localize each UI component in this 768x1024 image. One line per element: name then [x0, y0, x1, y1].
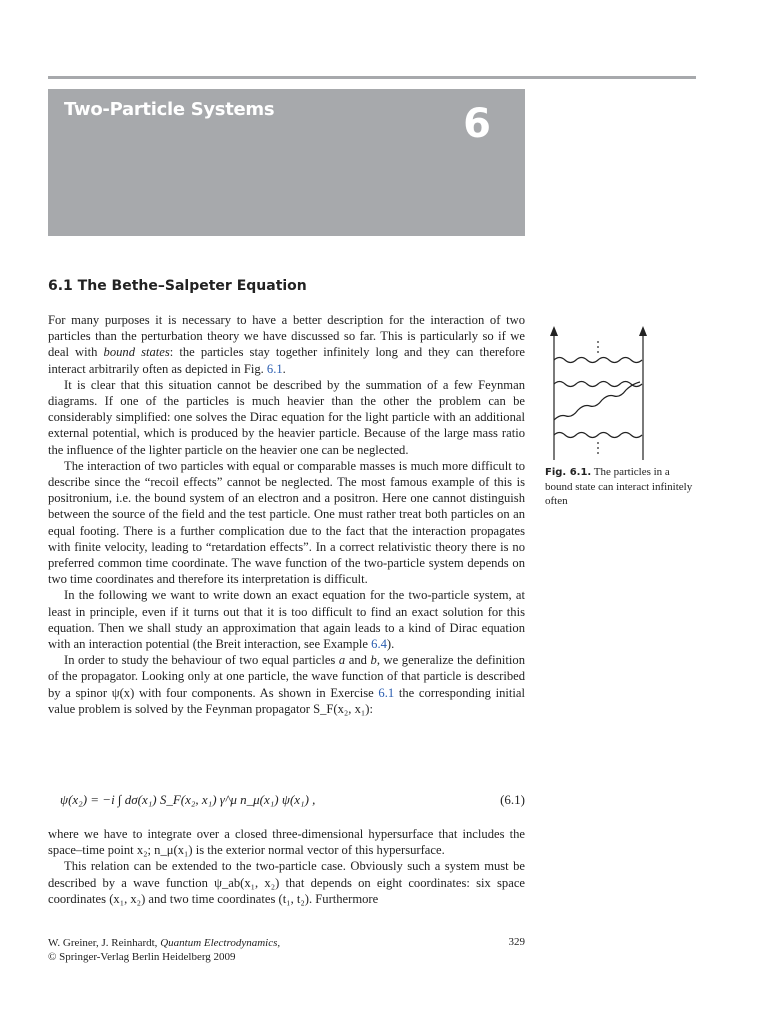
body-text-continued [48, 826, 525, 907]
footer-copyright: © Springer-Verlag Berlin Heidelberg 2009 [48, 951, 236, 963]
body-text [48, 312, 525, 717]
figure-caption-text: The particles in a bound state can interact infinitely often [545, 466, 693, 507]
equation-expression: ψ(x₂) = −i ∫ dσ(x₁) S_F(x₂, x₁) γ^μ n_μ(x₁) ψ(x₁) , [60, 792, 316, 807]
chapter-title: Two-Particle Systems [64, 99, 275, 120]
arrow-right-icon [639, 326, 647, 336]
section-heading: 6.1 The Bethe–Salpeter Equation [48, 278, 307, 294]
chapter-number: 6 [463, 101, 491, 147]
paragraph-3: The interaction of two particles with equal or comparable masses is much more difficult to describe since the “recoil effects” cannot be neglected. The most famous example of this is positronium, i.e. the bound system of an electron and a positron. Here one cannot distinguish between the source of the field and the test particle. One must rather treat both particles on an equal footing. There is a further complication due to the fact that the interaction propagates with finite velocity, leading to “retardation effects”. In a correct relativistic theory there is no preferred common time coordinate. The wave function of the two-particle system depends on two time coordinates and therefore its interpretation is difficult. [48, 458, 525, 587]
photon-line-crossed [554, 382, 640, 420]
feynman-ladder-diagram [546, 322, 658, 462]
exercise-ref-link[interactable]: 6.1 [378, 685, 395, 700]
paragraph-7: This relation can be extended to the two-particle case. Obviously such a system must be described by a wave function ψ_ab(x₁, x₂) that depends on eight coordinates: six space coordinates (x₁, x₂) and two time coordinates (t₁, t₂). Furthermore [48, 859, 525, 906]
equation-number: (6.1) [500, 792, 525, 807]
page-number: 329 [508, 936, 525, 948]
figure-caption [545, 465, 697, 508]
photon-line-3 [554, 433, 642, 438]
figure-label: Fig. 6.1. [545, 467, 592, 478]
top-rule [48, 76, 696, 79]
paragraph-1: For many purposes it is necessary to have a better description for the interaction of two particles than the perturbation theory we have discussed so far. This is particularly so if we deal with bound states: the particles stay together infinitely long and they can therefore interact arbitrarily often as depicted in Fig. 6.1. [48, 313, 525, 376]
paragraph-5: In order to study the behaviour of two equal particles a and b, we generalize the definition of the propagator. Looking only at one particle, the wave function of that particle is described by a spinor ψ(x) with four components. As shown in Exercise 6.1 the corresponding initial value problem is solved by the Feynman propagator S_F(x₂, x₁): [48, 653, 526, 716]
paragraph-4: In the following we want to write down an exact equation for the two-particle system, at least in principle, even if it turns out that it is too difficult to find an exact solution for this equation. Then we shall study an approximation that again leads to a kind of Dirac equation with an interaction potential (the Breit interaction, see Example 6.4). [48, 588, 525, 652]
ellipsis-dots-bottom [597, 442, 599, 454]
arrow-left-icon [550, 326, 558, 336]
ellipsis-dots-top [597, 341, 599, 353]
equation-6-1 [60, 786, 525, 816]
example-ref-link[interactable]: 6.4 [371, 637, 387, 652]
photon-line-1 [554, 358, 642, 363]
chapter-header [48, 89, 525, 236]
footer-citation: W. Greiner, J. Reinhardt, Quantum Electrodynamics, © Springer-Verlag Berlin Heidelberg 2009 [48, 937, 281, 963]
photon-line-2 [554, 382, 642, 387]
paragraph-2: It is clear that this situation cannot be described by the summation of a few Feynman diagrams. If one of the particles is much heavier than the other the problem can be considerably simplified: one solves the Dirac equation for the light particle with an additional external potential, which is produced by the heavier particle. Because of the large mass ratio the influence of the lighter particle on the heavier one can be neglected. [48, 377, 525, 457]
paragraph-6: where we have to integrate over a closed three-dimensional hypersurface that includes the space–time point x₂; n_μ(x₁) is the exterior normal vector of this hypersurface. [48, 827, 525, 858]
fig-ref-link[interactable]: 6.1 [266, 361, 283, 376]
